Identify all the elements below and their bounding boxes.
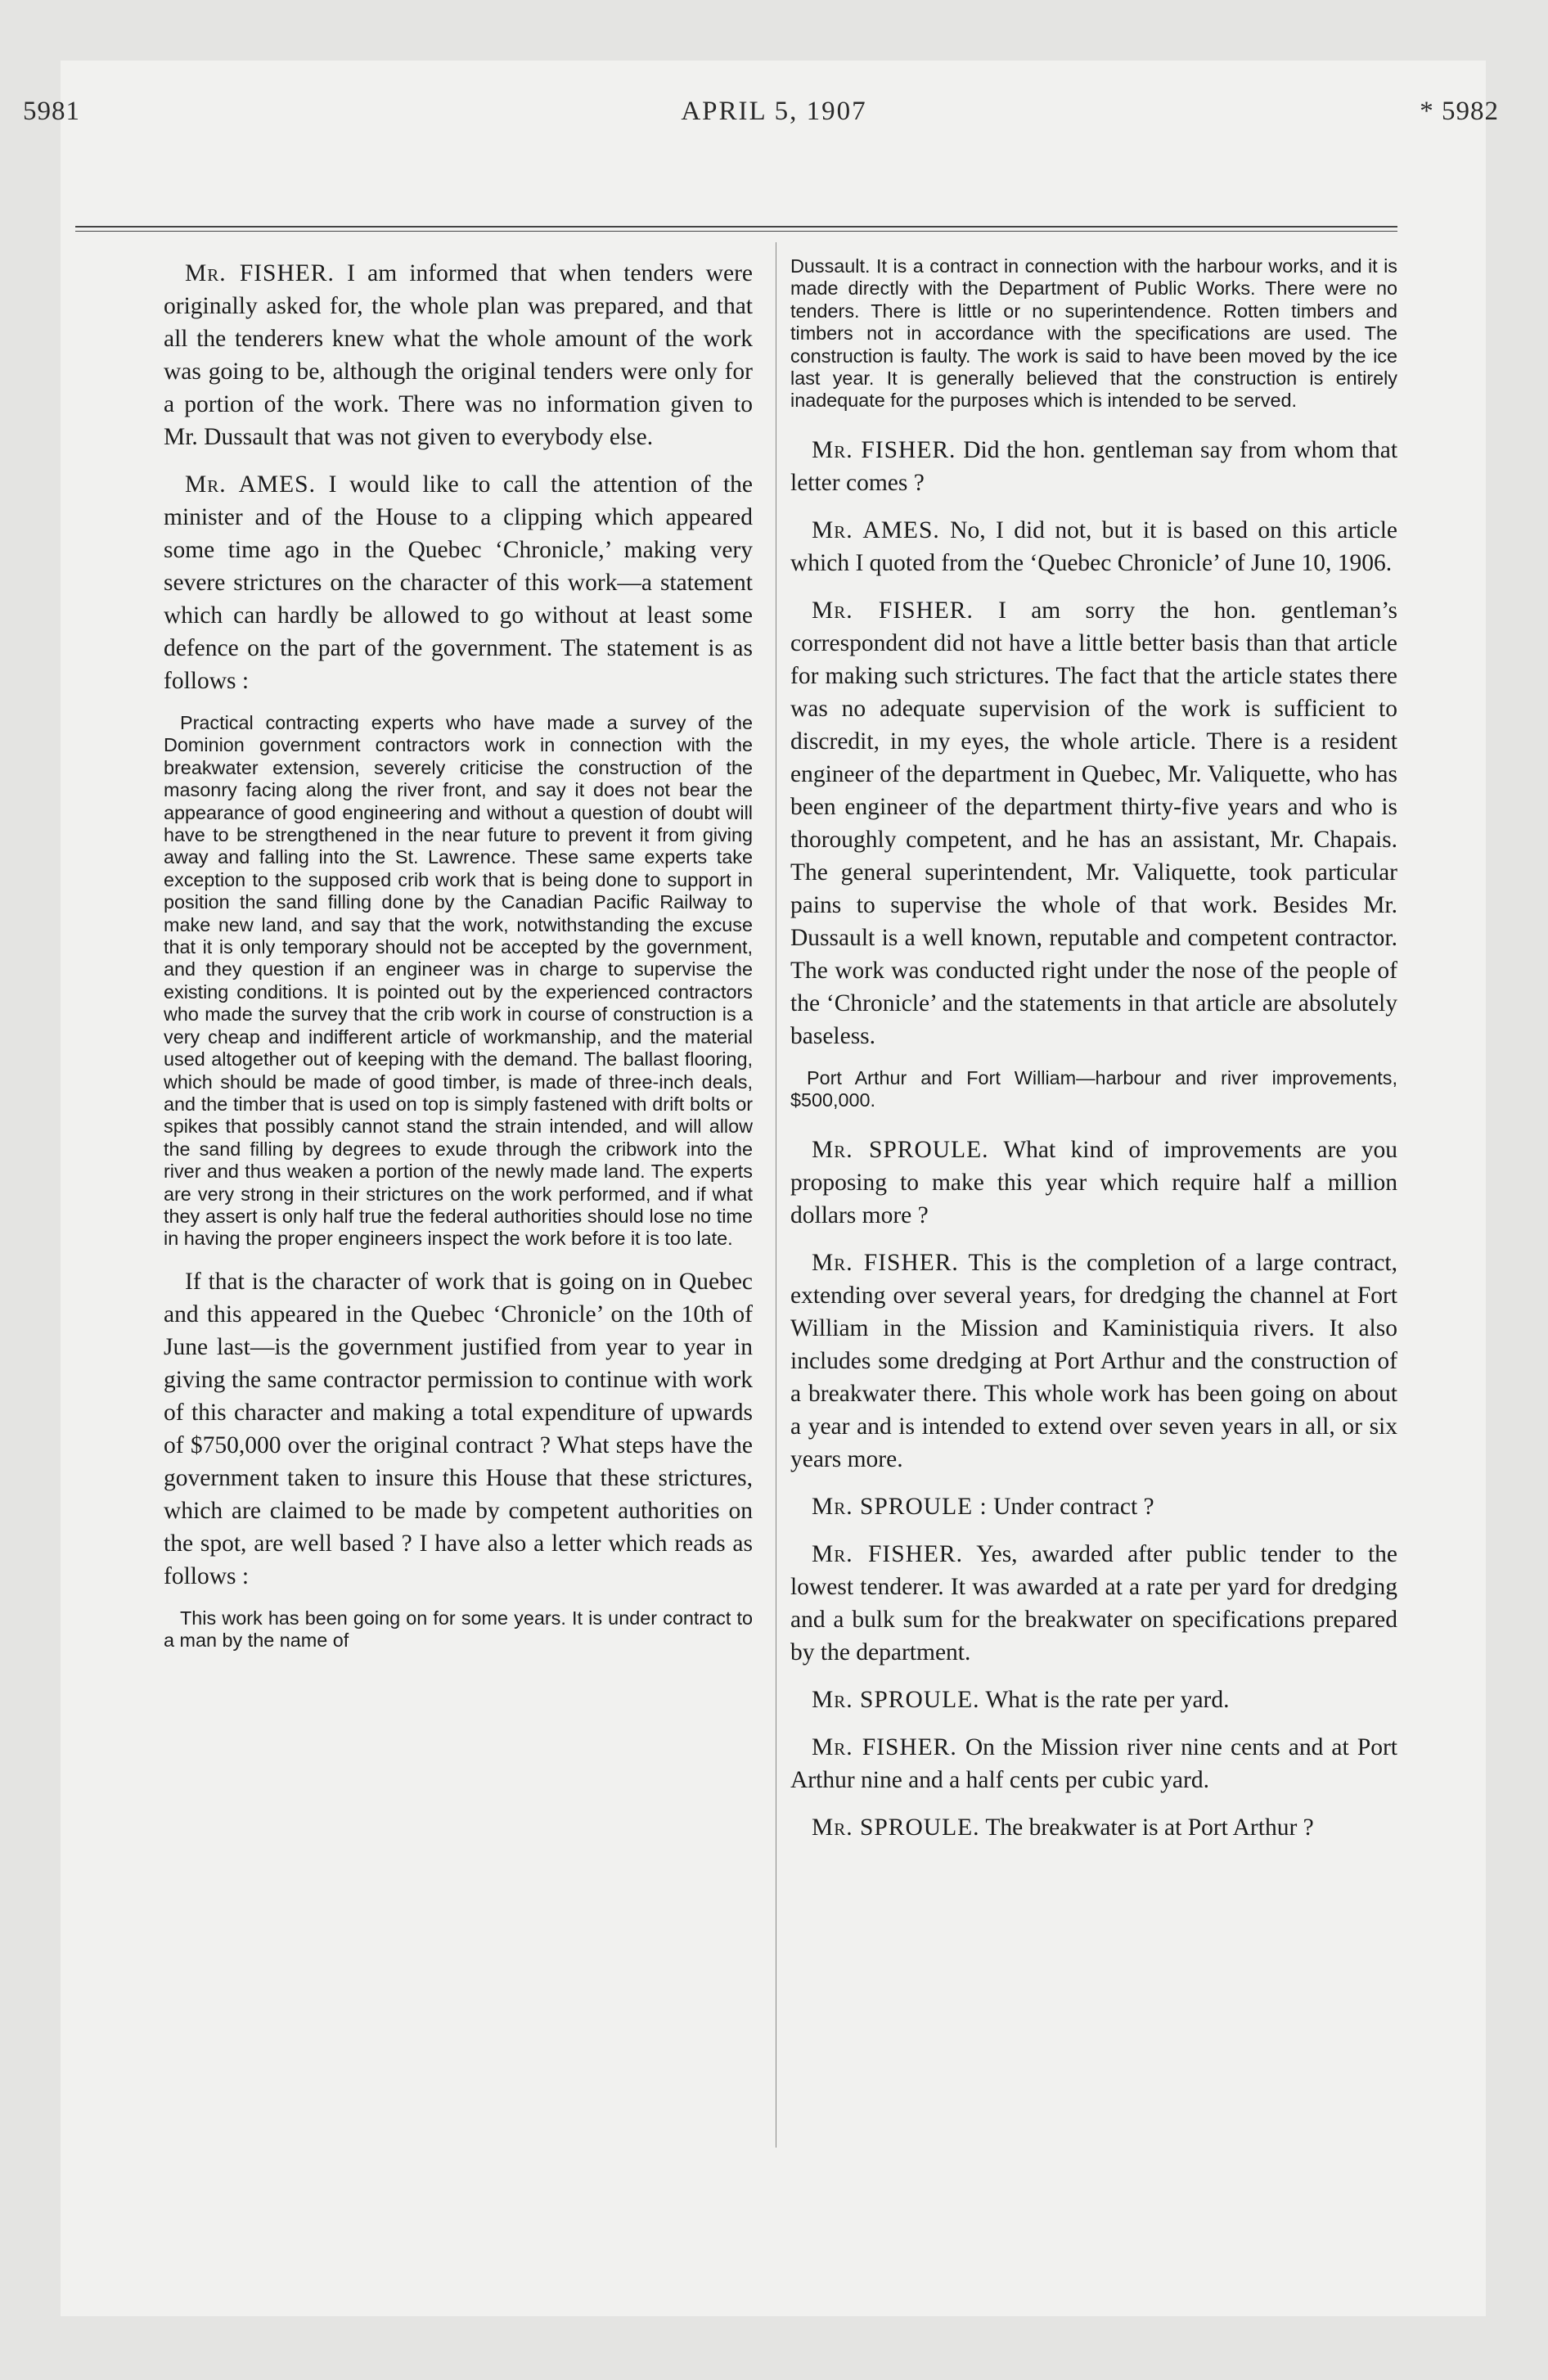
speaker-name: Mr. SPROULE.	[812, 1686, 980, 1713]
speech-paragraph	[164, 468, 753, 697]
speaker-name: Mr. AMES.	[812, 516, 940, 543]
speech-paragraph	[790, 1246, 1397, 1476]
right-column	[790, 255, 1397, 1859]
speech-text: I am sorry the hon. gentleman’s correspondent did not have a little better basis than that article for making such strictures. The fact that the article states there was no adequate supervision of the work is sufficient to discredit, in my eyes, the whole article. There is a resident engineer of the department in Quebec, Mr. Valiquette, who has been engineer of the department thirty-five years and who is thoroughly competent, and he has an assistant, Mr. Chapais. The general superintendent, Mr. Valiquette, took particular pains to supervise the whole of that work. Besides Mr. Dussault is a well known, reputable and competent contractor. The work was conducted right under the nose of the people of the ‘Chronicle’ and the statements in that article are absolutely baseless.	[790, 597, 1398, 1049]
speech-paragraph	[164, 257, 753, 453]
speech-paragraph	[790, 1684, 1397, 1716]
right-page-number: * 5982	[1420, 97, 1499, 126]
speech-paragraph	[790, 1490, 1397, 1523]
quoted-letter: This work has been going on for some years. It is under contract to a man by the name of	[164, 1607, 753, 1652]
speaker-name: Mr. SPROULE :	[812, 1493, 988, 1520]
page-date-title: APRIL 5, 1907	[681, 97, 867, 126]
speech-text: I would like to call the attention of the minister and of the House to a clipping which appeared some time ago in the Quebec ‘Chronicle,’ making very severe strictures on the character of this work—a statement which can hardly be allowed to go without at least some defence on the part of the government. The statement is as follows :	[164, 471, 753, 694]
header-rule-thin	[75, 231, 1397, 232]
speech-paragraph	[790, 514, 1397, 579]
speech-text: Under contract ?	[993, 1493, 1154, 1520]
speaker-name: Mr. SPROULE.	[812, 1814, 980, 1841]
speech-paragraph: If that is the character of work that is going on in Quebec and this appeared in the Quebec ‘Chronicle’ on the 10th of June last—is the government justified from year to year in giving the same contractor permission to continue with work of this character and making a total expenditure of upwards of $750,000 over the original contract ? What steps have the government taken to insure this House that these strictures, which are claimed to be made by competent authorities on the spot, are well based ? I have also a letter which reads as follows :	[164, 1268, 753, 1589]
speech-text: Yes, awarded after public tender to the lowest tenderer. It was awarded at a rate per yard for dredging and a bulk sum for the breakwater on specifications prepared by the department.	[790, 1540, 1398, 1666]
speech-text: What kind of improvements are you proposing to make this year which require half a million dollars more ?	[790, 1136, 1398, 1228]
quoted-letter-continued: Dussault. It is a contract in connection with the harbour works, and it is made directly with the Department of Public Works. There were no tenders. There is little or no superintendence. Rotten timbers and timbers not in accordance with the specifications are used. The construction is faulty. The work is said to have been moved by the ice last year. It is generally believed that the construction is entirely inadequate for the purposes which is intended to be served.	[790, 255, 1397, 412]
speech-text: This is the completion of a large contract, extending over several years, for dredging the channel at Fort William in the Mission and Kaministiquia rivers. It also includes some dredging at Port Arthur and the construction of a breakwater there. This whole work has been going on about a year and is intended to extend over seven years in all, or six years more.	[790, 1249, 1397, 1472]
speaker-name: Mr. FISHER.	[812, 436, 956, 463]
speaker-name: Mr. FISHER.	[812, 597, 974, 624]
speaker-name: Mr. FISHER.	[812, 1540, 963, 1567]
speech-text: On the Mission river nine cents and at Port Arthur nine and a half cents per cubic yard.	[790, 1733, 1398, 1793]
speech-text: No, I did not, but it is based on this article which I quoted from the ‘Quebec Chronicle’ of June 10, 1906.	[790, 516, 1397, 576]
speech-paragraph	[790, 1134, 1397, 1232]
left-page-number: 5981	[23, 97, 80, 126]
speaker-name: Mr. FISHER.	[812, 1733, 957, 1760]
speech-text: I am informed that when tenders were originally asked for, the whole plan was prepared, and that all the tenderers knew what the whole amount of the work was going to be, although the original tenders were only for a portion of the work. There was no information given to Mr. Dussault that was not given to everybody else.	[164, 260, 753, 450]
speaker-name: Mr. FISHER.	[812, 1249, 959, 1276]
speech-paragraph	[790, 1538, 1397, 1669]
speech-text: Did the hon. gentleman say from whom that letter comes ?	[790, 436, 1398, 496]
speech-paragraph	[790, 434, 1397, 499]
speech-text: What is the rate per yard.	[985, 1686, 1230, 1713]
speech-text: The breakwater is at Port Arthur ?	[985, 1814, 1314, 1841]
speaker-name: Mr. FISHER.	[185, 260, 335, 286]
quoted-clipping: Practical contracting experts who have made a survey of the Dominion government contractors work in connection with the breakwater extension, severely criticise the construction of the masonry facing along the river front, and say it does not bear the appearance of good engineering and without a question of doubt will have to be strengthened in the near future to prevent it from giving away and falling into the St. Lawrence. These same experts take exception to the supposed crib work that is being done to support in position the sand filling done by the Canadian Pacific Railway to make new land, and say that the work, notwithstanding the excuse that it is only temporary should not be accepted by the government, and they question if an engineer was in charge to supervise the existing conditions. It is pointed out by the experienced contractors who made the survey that the crib work in course of construction is a very cheap and indifferent article of workmanship, and the material used altogether out of keeping with the demand. The ballast flooring, which should be made of good timber, is made of three-inch deals, and the timber that is used on top is simply fastened with drift bolts or spikes that possibly cannot stand the strain intended, and will allow the sand filling by degrees to exude through the cribwork into the river and thus weaken a portion of the newly made land. The experts are very strong in their strictures on the work performed, and if what they assert is only half true the federal authorities should lose no time in having the proper engineers inspect the work before it is too late.	[164, 712, 753, 1250]
header-rule	[75, 226, 1397, 228]
speech-paragraph	[790, 1811, 1397, 1844]
speaker-name: Mr. SPROULE.	[812, 1136, 989, 1163]
speaker-name: Mr. AMES.	[185, 471, 316, 498]
speech-paragraph	[790, 1731, 1397, 1796]
left-column	[164, 257, 753, 1667]
speech-paragraph	[790, 594, 1397, 1053]
estimate-item: Port Arthur and Fort William—harbour and river improvements, $500,000.	[790, 1066, 1397, 1111]
